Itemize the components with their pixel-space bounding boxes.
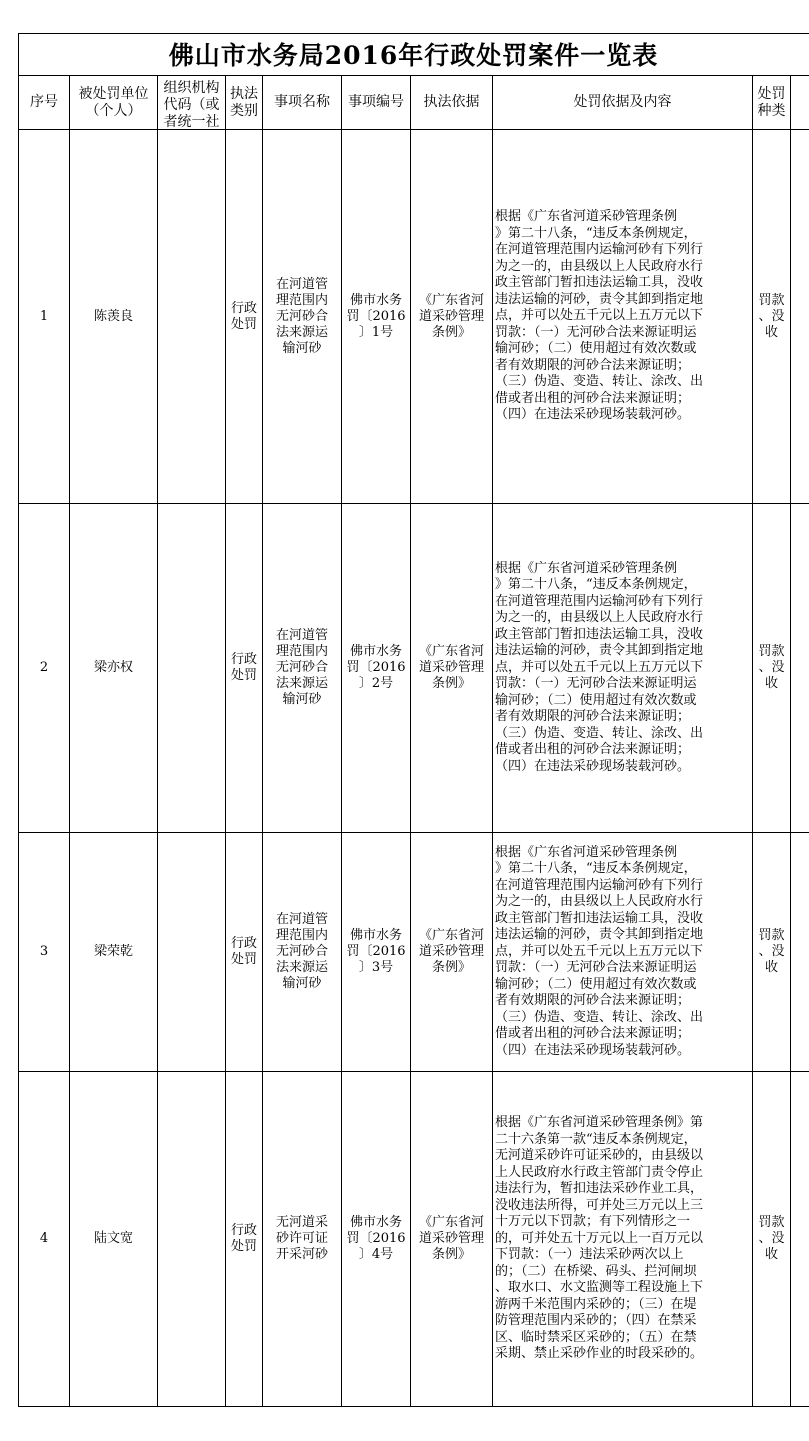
cell-item-no: 佛市水务 罚〔2016 〕3号 xyxy=(346,928,406,975)
cell-item-no: 佛市水务 罚〔2016 〕2号 xyxy=(346,644,406,691)
cell-party: 陈羡良 xyxy=(93,308,133,324)
penalty-basis-text: 根据《广东省河道采砂管理条例 》第二十八条，“违反本条例规定， 在河道管理范围内运输河砂有下列行 为之一的，由县级以上人民政府水行 政主管部门暂扣违法运输工具，没收 违法运输的河砂，责令其卸到指定地 点，并可以处五千元以上五万元以下 罚款：（一）无河砂合法来源证明运 输河砂；（二）使用超过有效次数或 者有效期限的河砂合法来源证明； （三）伪造、变造、转让、涂改、出 借或者出租的河砂合法来源证明； （四）在违法采砂现场装载河砂。 xyxy=(495,560,704,774)
header-org-code: 组织机构 代码（或 者统一社 xyxy=(163,80,220,129)
cell-law: 《广东省河 道采砂管理 条例》 xyxy=(418,644,484,691)
cell-category: 行政 处罚 xyxy=(230,300,257,332)
cell-category: 行政 处罚 xyxy=(230,1223,257,1254)
cell-org-code xyxy=(158,1072,225,1406)
grid-line-horizontal xyxy=(18,33,809,34)
cell-type: 罚款 、没 收 xyxy=(758,644,785,691)
cell-item-name: 无河道采 砂许可证 开采河砂 xyxy=(275,1215,328,1262)
header-category: 执法 类别 xyxy=(230,85,258,119)
cell-party: 梁荣乾 xyxy=(93,944,133,959)
header-item-name: 事项名称 xyxy=(274,94,330,110)
header-type: 处罚 种类 xyxy=(757,85,786,119)
cell-item-name: 在河道管 理范围内 无河砂合 法来源运 输河砂 xyxy=(275,276,328,356)
cell-category: 行政 处罚 xyxy=(230,652,257,683)
cell-item-no: 佛市水务 罚〔2016 〕1号 xyxy=(346,292,406,340)
cell-type: 罚款 、没 收 xyxy=(758,1215,785,1262)
penalty-basis-text: 根据《广东省河道采砂管理条例 》第二十八条，“违反本条例规定， 在河道管理范围内运输河砂有下列行 为之一的，由县级以上人民政府水行 政主管部门暂扣违法运输工具，没收 违法运输的河砂，责令其卸到指定地 点，并可以处五千元以上五万元以下 罚款：（一）无河砂合法来源证明运 输河砂；（二）使用超过有效次数或 者有效期限的河砂合法来源证明； （三）伪造、变造、转让、涂改、出 借或者出租的河砂合法来源证明； （四）在违法采砂现场装载河砂。 xyxy=(495,209,704,423)
grid-line-vertical xyxy=(790,75,791,1407)
cell-org-code xyxy=(158,833,225,1071)
cell-law: 《广东省河 道采砂管理 条例》 xyxy=(418,292,484,340)
header-seq: 序号 xyxy=(30,94,58,110)
cell-type: 罚款 、没 收 xyxy=(758,928,785,975)
cell-seq: 4 xyxy=(39,1231,49,1246)
page-title: 佛山市水务局2016年行政处罚案件一览表 xyxy=(168,41,659,70)
penalty-basis-text: 根据《广东省河道采砂管理条例》第 二十六条第一款“违反本条例规定， 无河道采砂许可证采砂的，由县级以 上人民政府水行政主管部门责令停止 违法行为，暂扣违法采砂作业工具， 没收违法所得，可并处三万元以上三 十万元以下罚款；有下列情形之一 的，可并处五十万元以上一百万元以 下罚款：（一）违法采砂两次以上 的；（二）在桥梁、码头、拦河闸坝 、取水口、水文监测等工程设施上下 游两千米范围内采砂的；（三）在堤 防管理范围内采砂的；（四）在禁采 区、临时禁采区采砂的；（五）在禁 采期、禁止采砂作业的时段采砂的。 xyxy=(495,1115,704,1362)
cell-org-code xyxy=(158,130,225,503)
header-law: 执法依据 xyxy=(423,94,480,110)
header-party: 被处罚单位 （个人） xyxy=(78,85,149,119)
cell-seq: 2 xyxy=(39,660,49,675)
cell-party: 陆文宽 xyxy=(93,1231,133,1246)
header-basis: 处罚依据及内容 xyxy=(573,94,672,110)
cell-seq: 1 xyxy=(39,308,49,324)
cell-party: 梁亦权 xyxy=(93,660,133,675)
cell-law: 《广东省河 道采砂管理 条例》 xyxy=(418,928,484,975)
cell-law: 《广东省河 道采砂管理 条例》 xyxy=(418,1215,484,1262)
cell-item-no: 佛市水务 罚〔2016 〕4号 xyxy=(346,1215,406,1262)
cell-org-code xyxy=(158,504,225,832)
cell-item-name: 在河道管 理范围内 无河砂合 法来源运 输河砂 xyxy=(275,628,328,707)
cell-type: 罚款 、没 收 xyxy=(758,292,785,340)
cell-item-name: 在河道管 理范围内 无河砂合 法来源运 输河砂 xyxy=(275,912,328,991)
cell-seq: 3 xyxy=(39,944,49,959)
penalty-basis-text: 根据《广东省河道采砂管理条例 》第二十八条，“违反本条例规定， 在河道管理范围内运输河砂有下列行 为之一的，由县级以上人民政府水行 政主管部门暂扣违法运输工具，没收 违法运输的河砂，责令其卸到指定地 点，并可以处五千元以上五万元以下 罚款：（一）无河砂合法来源证明运 输河砂；（二）使用超过有效次数或 者有效期限的河砂合法来源证明； （三）伪造、变造、转让、涂改、出 借或者出租的河砂合法来源证明； （四）在违法采砂现场装载河砂。 xyxy=(495,844,704,1058)
grid-line-vertical xyxy=(492,75,493,1407)
cell-category: 行政 处罚 xyxy=(230,936,257,967)
header-item-no: 事项编号 xyxy=(348,94,404,110)
grid-line-horizontal xyxy=(18,1406,809,1407)
